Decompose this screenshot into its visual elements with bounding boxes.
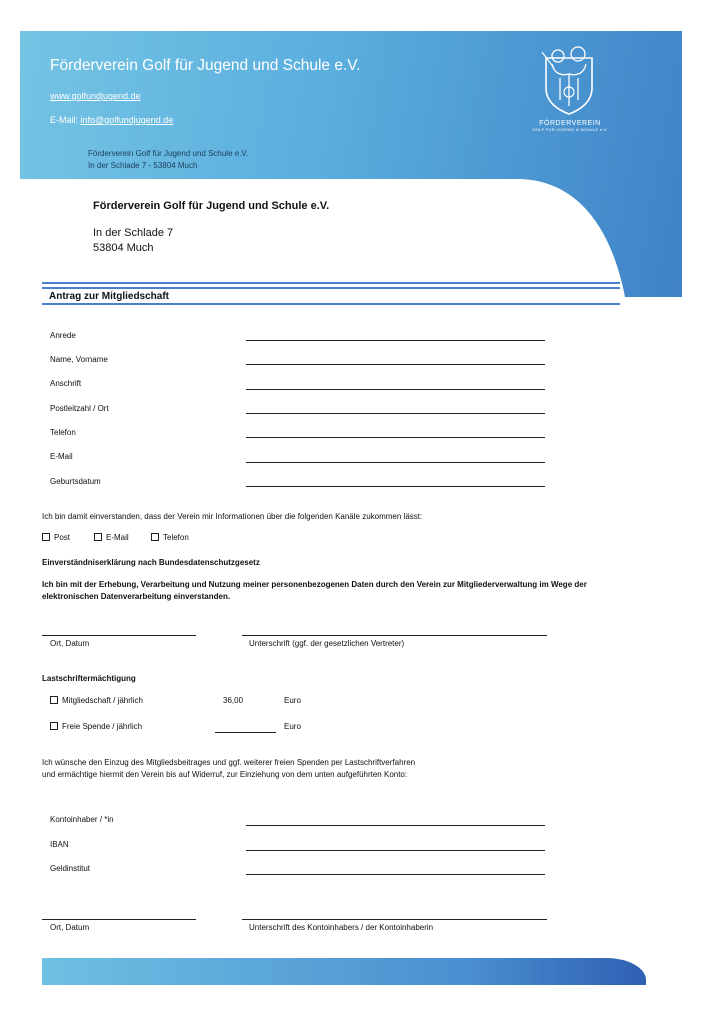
signature-guardian-label: Unterschrift (ggf. der gesetzlichen Vertreter) [249,639,405,648]
field-line-anrede[interactable] [246,340,545,341]
sender-line-1: Förderverein Golf für Jugend und Schule e.V. [88,149,249,158]
email-label: E-Mail: [50,115,79,125]
checkbox-telefon[interactable] [151,533,159,541]
place-date-line-2[interactable] [42,919,196,920]
field-line-iban[interactable] [246,850,545,851]
donation-option[interactable] [50,721,142,733]
privacy-heading: Einverständniserklärung nach Bundesdatenschutzgesetz [42,558,260,567]
recipient-address [93,199,329,256]
donation-label: Freie Spende / jährlich [62,722,143,731]
recipient-city: 53804 Much [93,242,154,254]
checkbox-email[interactable] [94,533,102,541]
website-link[interactable]: www.golfundjugend.de [50,91,141,101]
field-line-telefon[interactable] [246,437,545,438]
checkbox-membership[interactable] [50,696,58,704]
donation-amount-line[interactable] [215,732,276,733]
channel-email[interactable] [94,532,129,544]
field-line-anschrift[interactable] [246,389,545,390]
membership-currency: Euro [284,696,301,705]
logo-caption [520,120,620,132]
title-rule-bottom [42,303,620,305]
checkbox-donation[interactable] [50,722,58,730]
debit-heading: Lastschriftermächtigung [42,674,136,683]
debit-text-2: und ermächtige hiermit den Verein bis auf Widerruf, zur Einziehung von dem unten aufgeführten Konto: [42,770,408,779]
channel-telefon[interactable] [151,532,189,544]
field-label-geburtsdatum: Geburtsdatum [50,477,101,486]
field-label-bank: Geldinstitut [50,864,91,873]
field-line-email[interactable] [246,462,545,463]
recipient-street: In der Schlade 7 [93,227,174,239]
channel-post[interactable] [42,532,70,544]
title-rule-top-2 [42,287,620,289]
privacy-line-2: elektronischen Datenverarbeitung einverstanden. [42,592,231,601]
membership-amount: 36,00 [223,696,244,705]
checkbox-post[interactable] [42,533,50,541]
footer-bar [42,958,646,985]
sender-line-2: In der Schlade 7 - 53804 Much [88,161,198,170]
title-rule-top [42,282,620,284]
field-label-anrede: Anrede [50,331,76,340]
channel-post-label: Post [54,533,71,542]
field-label-plz-ort: Postleitzahl / Ort [50,404,109,413]
association-title: Förderverein Golf für Jugend und Schule e.V. [50,57,361,74]
sender-address [88,148,248,172]
field-label-anschrift: Anschrift [50,379,82,388]
recipient-name: Förderverein Golf für Jugend und Schule e.V. [93,200,330,212]
signature-holder-label: Unterschrift des Kontoinhabers / der Kontoinhaberin [249,923,434,932]
channel-email-label: E-Mail [106,533,129,542]
place-date-line-1[interactable] [42,635,196,636]
debit-text-1: Ich wünsche den Einzug des Mitgliedsbeitrages und ggf. weiterer freien Spenden per Lastschriftverfahren [42,758,416,767]
place-date-label-1: Ort, Datum [50,639,90,648]
signature-line-1[interactable] [242,635,547,636]
membership-label: Mitgliedschaft / jährlich [62,696,143,705]
logo-subtitle: GOLF FÜR JUGEND & SCHULE e.V. [532,127,608,132]
field-line-plz-ort[interactable] [246,413,545,414]
email-line [50,115,173,125]
email-link[interactable]: info@golfundjugend.de [80,115,174,125]
privacy-line-1: Ich bin mit der Erhebung, Verarbeitung und Nutzung meiner personenbezogenen Daten durch den Verein zur Mitgliederverwaltung im Wege der [42,580,587,589]
field-line-account-holder[interactable] [246,825,545,826]
field-label-account-holder: Kontoinhaber / *in [50,815,114,824]
form-title: Antrag zur Mitgliedschaft [49,291,170,302]
logo-title: FÖRDERVEREIN [539,120,601,127]
field-line-bank[interactable] [246,874,545,875]
consent-intro: Ich bin damit einverstanden, dass der Verein mir Informationen über die folgenden Kanäle zukommen lässt: [42,512,423,521]
membership-option[interactable] [50,695,143,707]
field-line-name[interactable] [246,364,545,365]
signature-line-2[interactable] [242,919,547,920]
channel-telefon-label: Telefon [163,533,189,542]
place-date-label-2: Ort, Datum [50,923,90,932]
field-line-geburtsdatum[interactable] [246,486,545,487]
field-label-email: E-Mail [50,452,73,461]
field-label-telefon: Telefon [50,428,76,437]
field-label-iban: IBAN [50,840,69,849]
donation-currency: Euro [284,722,301,731]
field-label-name: Name, Vorname [50,355,108,364]
association-logo [540,44,598,116]
letterhead-banner [20,31,682,297]
